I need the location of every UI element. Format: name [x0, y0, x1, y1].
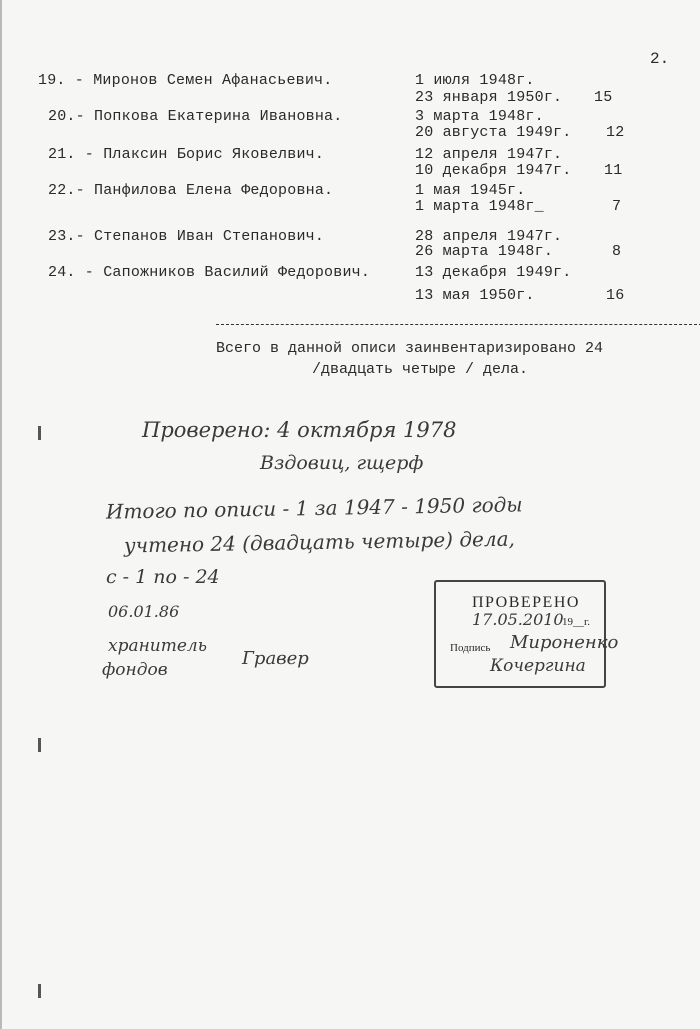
handwritten-summary-3: с - 1 по - 24: [106, 566, 220, 588]
entry-name: 22.- Панфилова Елена Федоровна.: [48, 182, 334, 199]
margin-mark: [38, 984, 41, 998]
entry-date-start: 12 апреля 1947г.: [415, 146, 563, 163]
entry-date-end: 10 декабря 1947г.: [415, 162, 572, 179]
stamp-sign-label: Подпись: [450, 642, 491, 654]
handwritten-checked-signature: Вздовиц, гщерф: [260, 452, 424, 474]
entry-date-end: 23 января 1950г.: [415, 89, 563, 106]
entry-sheets: 16: [606, 287, 625, 304]
margin-mark: [38, 738, 41, 752]
handwritten-keeper-line-2: фондов: [102, 660, 168, 680]
entry-name: 20.- Попкова Екатерина Ивановна.: [48, 108, 343, 125]
entry-date-start: 1 июля 1948г.: [415, 72, 535, 89]
entry-name: 19. - Миронов Семен Афанасьевич.: [38, 72, 333, 89]
stamp-signature-2: Кочергина: [490, 656, 586, 676]
entry-date-start: 3 марта 1948г.: [415, 108, 544, 125]
entry-name: 23.- Степанов Иван Степанович.: [48, 228, 325, 245]
entry-sheets: 11: [604, 162, 623, 179]
entry-date-start: 13 декабря 1949г.: [415, 264, 572, 281]
dashed-divider: [216, 324, 700, 325]
entry-date-end: 1 марта 1948г_: [415, 198, 544, 215]
keeper-signature: Гравер: [242, 648, 309, 669]
entry-date-start: 28 апреля 1947г.: [415, 228, 563, 245]
stamp-date: 17.05.2010: [472, 610, 564, 629]
handwritten-checked: Проверено: 4 октября 1978: [142, 418, 457, 442]
entry-date-end: 20 августа 1949г.: [415, 124, 572, 141]
entry-sheets: 8: [612, 243, 622, 260]
entry-sheets: 15: [594, 89, 613, 106]
entry-sheets: 12: [606, 124, 625, 141]
margin-mark: [38, 426, 41, 440]
total-line-1: Всего в данной описи заинвентаризировано 24: [216, 340, 604, 357]
entry-name: 24. - Сапожников Василий Федорович.: [48, 264, 371, 281]
entry-date-end: 26 марта 1948г.: [415, 243, 554, 260]
entry-sheets: 7: [612, 198, 622, 215]
stamp-year-suffix: 19__г.: [562, 616, 591, 628]
stamp-signature-1: Мироненко: [510, 632, 619, 653]
handwritten-summary-2: учтено 24 (двадцать четыре) дела,: [123, 526, 516, 558]
handwritten-keeper-line-1: хранитель: [108, 636, 208, 656]
entry-name: 21. - Плаксин Борис Яковелвич.: [48, 146, 325, 163]
total-line-2: /двадцать четыре / дела.: [312, 361, 529, 378]
stamp-title: ПРОВЕРЕНО: [472, 594, 580, 611]
handwritten-summary-1: Итого по описи - 1 за 1947 - 1950 годы: [105, 492, 523, 524]
handwritten-date: 06.01.86: [108, 602, 180, 621]
entry-date-start: 1 мая 1945г.: [415, 182, 526, 199]
page-number: 2.: [650, 50, 670, 68]
entry-date-end: 13 мая 1950г.: [415, 287, 535, 304]
